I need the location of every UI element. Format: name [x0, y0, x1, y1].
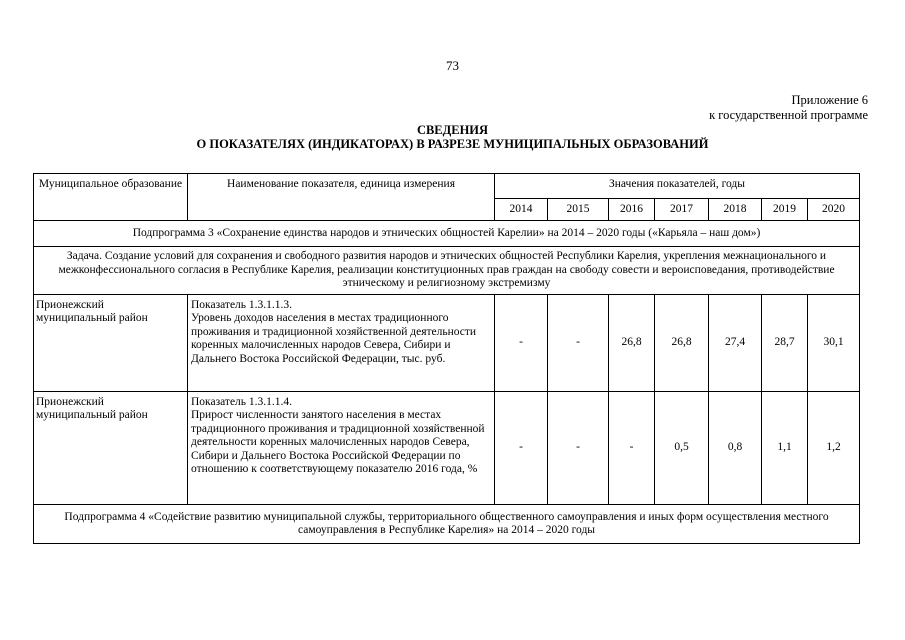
subprogram-3: Подпрограмма 3 «Сохранение единства народов и этнических общностей Карелии» на 2014 – 2020 годы («Карьяла – наш дом») [34, 221, 860, 247]
header-values: Значения показателей, годы [495, 174, 860, 199]
title-line-2: О ПОКАЗАТЕЛЯХ (ИНДИКАТОРАХ) В РАЗРЕЗЕ МУНИЦИПАЛЬНЫХ ОБРАЗОВАНИЙ [196, 137, 709, 151]
value-cell: - [495, 391, 548, 504]
value-cell: 26,8 [655, 294, 709, 391]
value-cell: 28,7 [762, 294, 808, 391]
value-cell: 0,8 [709, 391, 762, 504]
indicator-cell [188, 391, 495, 504]
value-cell: - [548, 294, 609, 391]
value-cell: 1,1 [762, 391, 808, 504]
document-title [0, 123, 905, 151]
indicator-text: Прирост численности занятого населения в местах традиционного проживания и традиционной хозяйственной деятельности коренных малочисленных народов Севера, Сибири и Дальнего Востока Российской Федерации по отношению к соответствующему показателю 2016 года, % [191, 409, 485, 475]
year-header: 2015 [548, 199, 609, 221]
title-line-1: СВЕДЕНИЯ [416, 123, 489, 137]
value-cell: - [548, 391, 609, 504]
indicator-cell [188, 294, 495, 391]
header-indicator: Наименование показателя, единица измерения [188, 174, 495, 221]
year-header: 2017 [655, 199, 709, 221]
indicator-text: Уровень доходов населения в местах традиционного проживания и традиционной хозяйственной деятельности коренных малочисленных народов Севера, Сибири и Дальнего Востока Российской Федерации, тыс. руб. [191, 312, 477, 365]
indicator-code: Показатель 1.3.1.1.3. [191, 298, 293, 311]
municipality-cell: Прионежский муниципальный район [34, 391, 188, 504]
appendix-line-2: к государственной программе [709, 108, 868, 122]
value-cell: 26,8 [609, 294, 655, 391]
header-row [34, 174, 860, 199]
value-cell: - [609, 391, 655, 504]
value-cell: 1,2 [808, 391, 860, 504]
year-header: 2014 [495, 199, 548, 221]
subprogram-row [34, 221, 860, 247]
value-cell: 27,4 [709, 294, 762, 391]
indicators-table [33, 173, 860, 544]
value-cell: 0,5 [655, 391, 709, 504]
appendix-note [709, 93, 868, 123]
task-row [34, 247, 860, 295]
task-description: Задача. Создание условий для сохранения и свободного развития народов и этнических общностей Республики Карелия, укрепления межнационального и межконфессионального согласия в Республике Карелия, реализации конституционных прав граждан на свободу совести и вероисповедания, противодействие этническому и религиозному экстремизму [34, 247, 860, 295]
table-row [34, 391, 860, 504]
municipality-cell: Прионежский муниципальный район [34, 294, 188, 391]
indicator-code: Показатель 1.3.1.1.4. [191, 395, 293, 408]
appendix-line-1: Приложение 6 [791, 93, 868, 107]
table-row [34, 294, 860, 391]
value-cell: 30,1 [808, 294, 860, 391]
year-header: 2018 [709, 199, 762, 221]
page-number: 73 [446, 58, 459, 73]
header-municipality: Муниципальное образование [34, 174, 188, 221]
year-header: 2019 [762, 199, 808, 221]
year-header: 2020 [808, 199, 860, 221]
year-header: 2016 [609, 199, 655, 221]
value-cell: - [495, 294, 548, 391]
subprogram-row [34, 504, 860, 543]
subprogram-4: Подпрограмма 4 «Содействие развитию муниципальной службы, территориального общественного самоуправления и иных форм осуществления местного самоуправления в Республике Карелия» на 2014 – 2020 годы [34, 504, 860, 543]
